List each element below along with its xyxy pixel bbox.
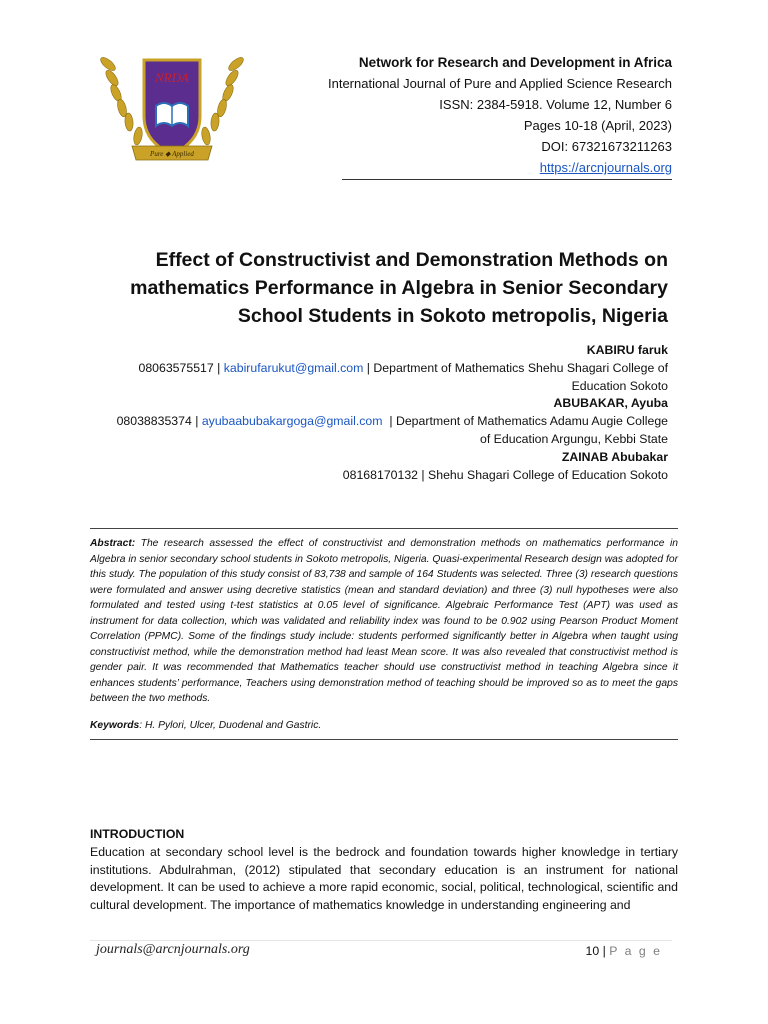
introduction-heading: INTRODUCTION	[90, 827, 185, 841]
abstract-section	[90, 528, 678, 740]
page-word: P a g e	[609, 944, 662, 958]
introduction-text: Education at secondary school level is the bedrock and foundation towards higher knowledge in tertiary institutions. Abdulrahman, (2012) stipulated that secondary education is an instrument for national development. It can be used to achieve a more rapid economic, social, political, technological, scientific and cultural development. The importance of mathematics knowledge in understanding engineering and	[90, 844, 678, 913]
author-line-3: 08168170132 | Shehu Shagari College of Education Sokoto	[342, 467, 668, 482]
abstract	[90, 536, 678, 707]
keywords-text: : H. Pylori, Ulcer, Duodenal and Gastric.	[139, 719, 322, 731]
nrda-logo	[96, 46, 248, 170]
author-affiliation-1: Department of Mathematics Shehu Shagari College of	[373, 360, 668, 375]
author-block	[90, 342, 668, 484]
author-phone-2: 08038835374	[116, 414, 192, 429]
journal-name: International Journal of Pure and Applied Science Research	[328, 76, 672, 91]
author-affiliation-1-cont: Education Sokoto	[571, 378, 668, 393]
separator: |	[191, 414, 202, 429]
author-phone-1: 08063575517	[138, 360, 214, 375]
abstract-top-rule	[90, 528, 678, 529]
author-name-2: ABUBAKAR, Ayuba	[553, 396, 668, 411]
separator: |	[385, 414, 396, 429]
page-footer	[586, 944, 662, 958]
org-name: Network for Research and Development in Africa	[358, 55, 672, 70]
keywords	[90, 720, 678, 731]
abstract-bottom-rule	[90, 739, 678, 740]
keywords-label: Keywords	[90, 719, 140, 731]
author-name-3: ZAINAB Abubakar	[561, 449, 668, 464]
footer-email: journals@arcnjournals.org	[96, 942, 250, 957]
author-line-2	[90, 413, 668, 431]
paper-title: Effect of Constructivist and Demonstration Methods on mathematics Performance in Algebra in Senior Secondary School Students in Sokoto metropolis, Nigeria	[130, 249, 668, 327]
author-email-2-link[interactable]: ayubaabubakargoga@gmail.com	[201, 414, 383, 429]
footer-divider	[90, 940, 672, 941]
abstract-text: The research assessed the effect of constructivist and demonstration methods on mathematics performance in Algebra in senior secondary school students in Sokoto metropolis, Nigeria. Quasi-experimental Research design was adopted for this study. The population of this study consist of 83,738 and sample of 164 Students was selected. Three (3) research questions were formulated and answer using decretive statistics (mean and standard deviation) and three (3) null hypotheses were also formulated and tested using t-test statistics at 0.05 level of significance. Algebraic Performance Test (APT) was used as instrument for data collection, which was validated and reliability index was found to be 0.902 using Pearson Product Moment Correlation (PPMC). Some of the findings study include: students performed significantly better in Algebra when taught using constructivist method, while the demonstration method had least Mean score. It was also revealed that constructivist method is gender pair. It was recommended that Mathematics teacher should use constructivist method in teaching Algebra since it enhances students’ performance, Teachers using demonstration method of teaching should be improved so as to meet the gaps between the two methods.	[90, 538, 678, 704]
author-affiliation-2-cont: of Education Argungu, Kebbi State	[479, 431, 668, 446]
page-separator: |	[599, 944, 610, 958]
author-line-1	[90, 360, 668, 378]
journal-url-link[interactable]: https://arcnjournals.org	[539, 160, 672, 175]
author-name-1: KABIRU faruk	[586, 343, 668, 357]
issn: ISSN: 2384-5918. Volume 12, Number 6	[439, 97, 672, 112]
logo-motto: Pure ◆ Applied	[150, 150, 194, 158]
abstract-label: Abstract:	[90, 538, 136, 549]
page-number: 10	[585, 944, 600, 958]
journal-header	[328, 52, 672, 178]
logo-acronym: NRDA	[155, 70, 189, 85]
author-email-1-link[interactable]: kabirufarukut@gmail.com	[223, 360, 364, 375]
separator: |	[213, 360, 224, 375]
author-affiliation-2: Department of Mathematics Adamu Augie College	[395, 414, 668, 429]
doi: DOI: 67321673211263	[541, 139, 672, 154]
separator: |	[363, 360, 374, 375]
introduction-section	[90, 826, 678, 915]
pages: Pages 10-18 (April, 2023)	[523, 118, 672, 133]
header-divider	[342, 179, 672, 180]
